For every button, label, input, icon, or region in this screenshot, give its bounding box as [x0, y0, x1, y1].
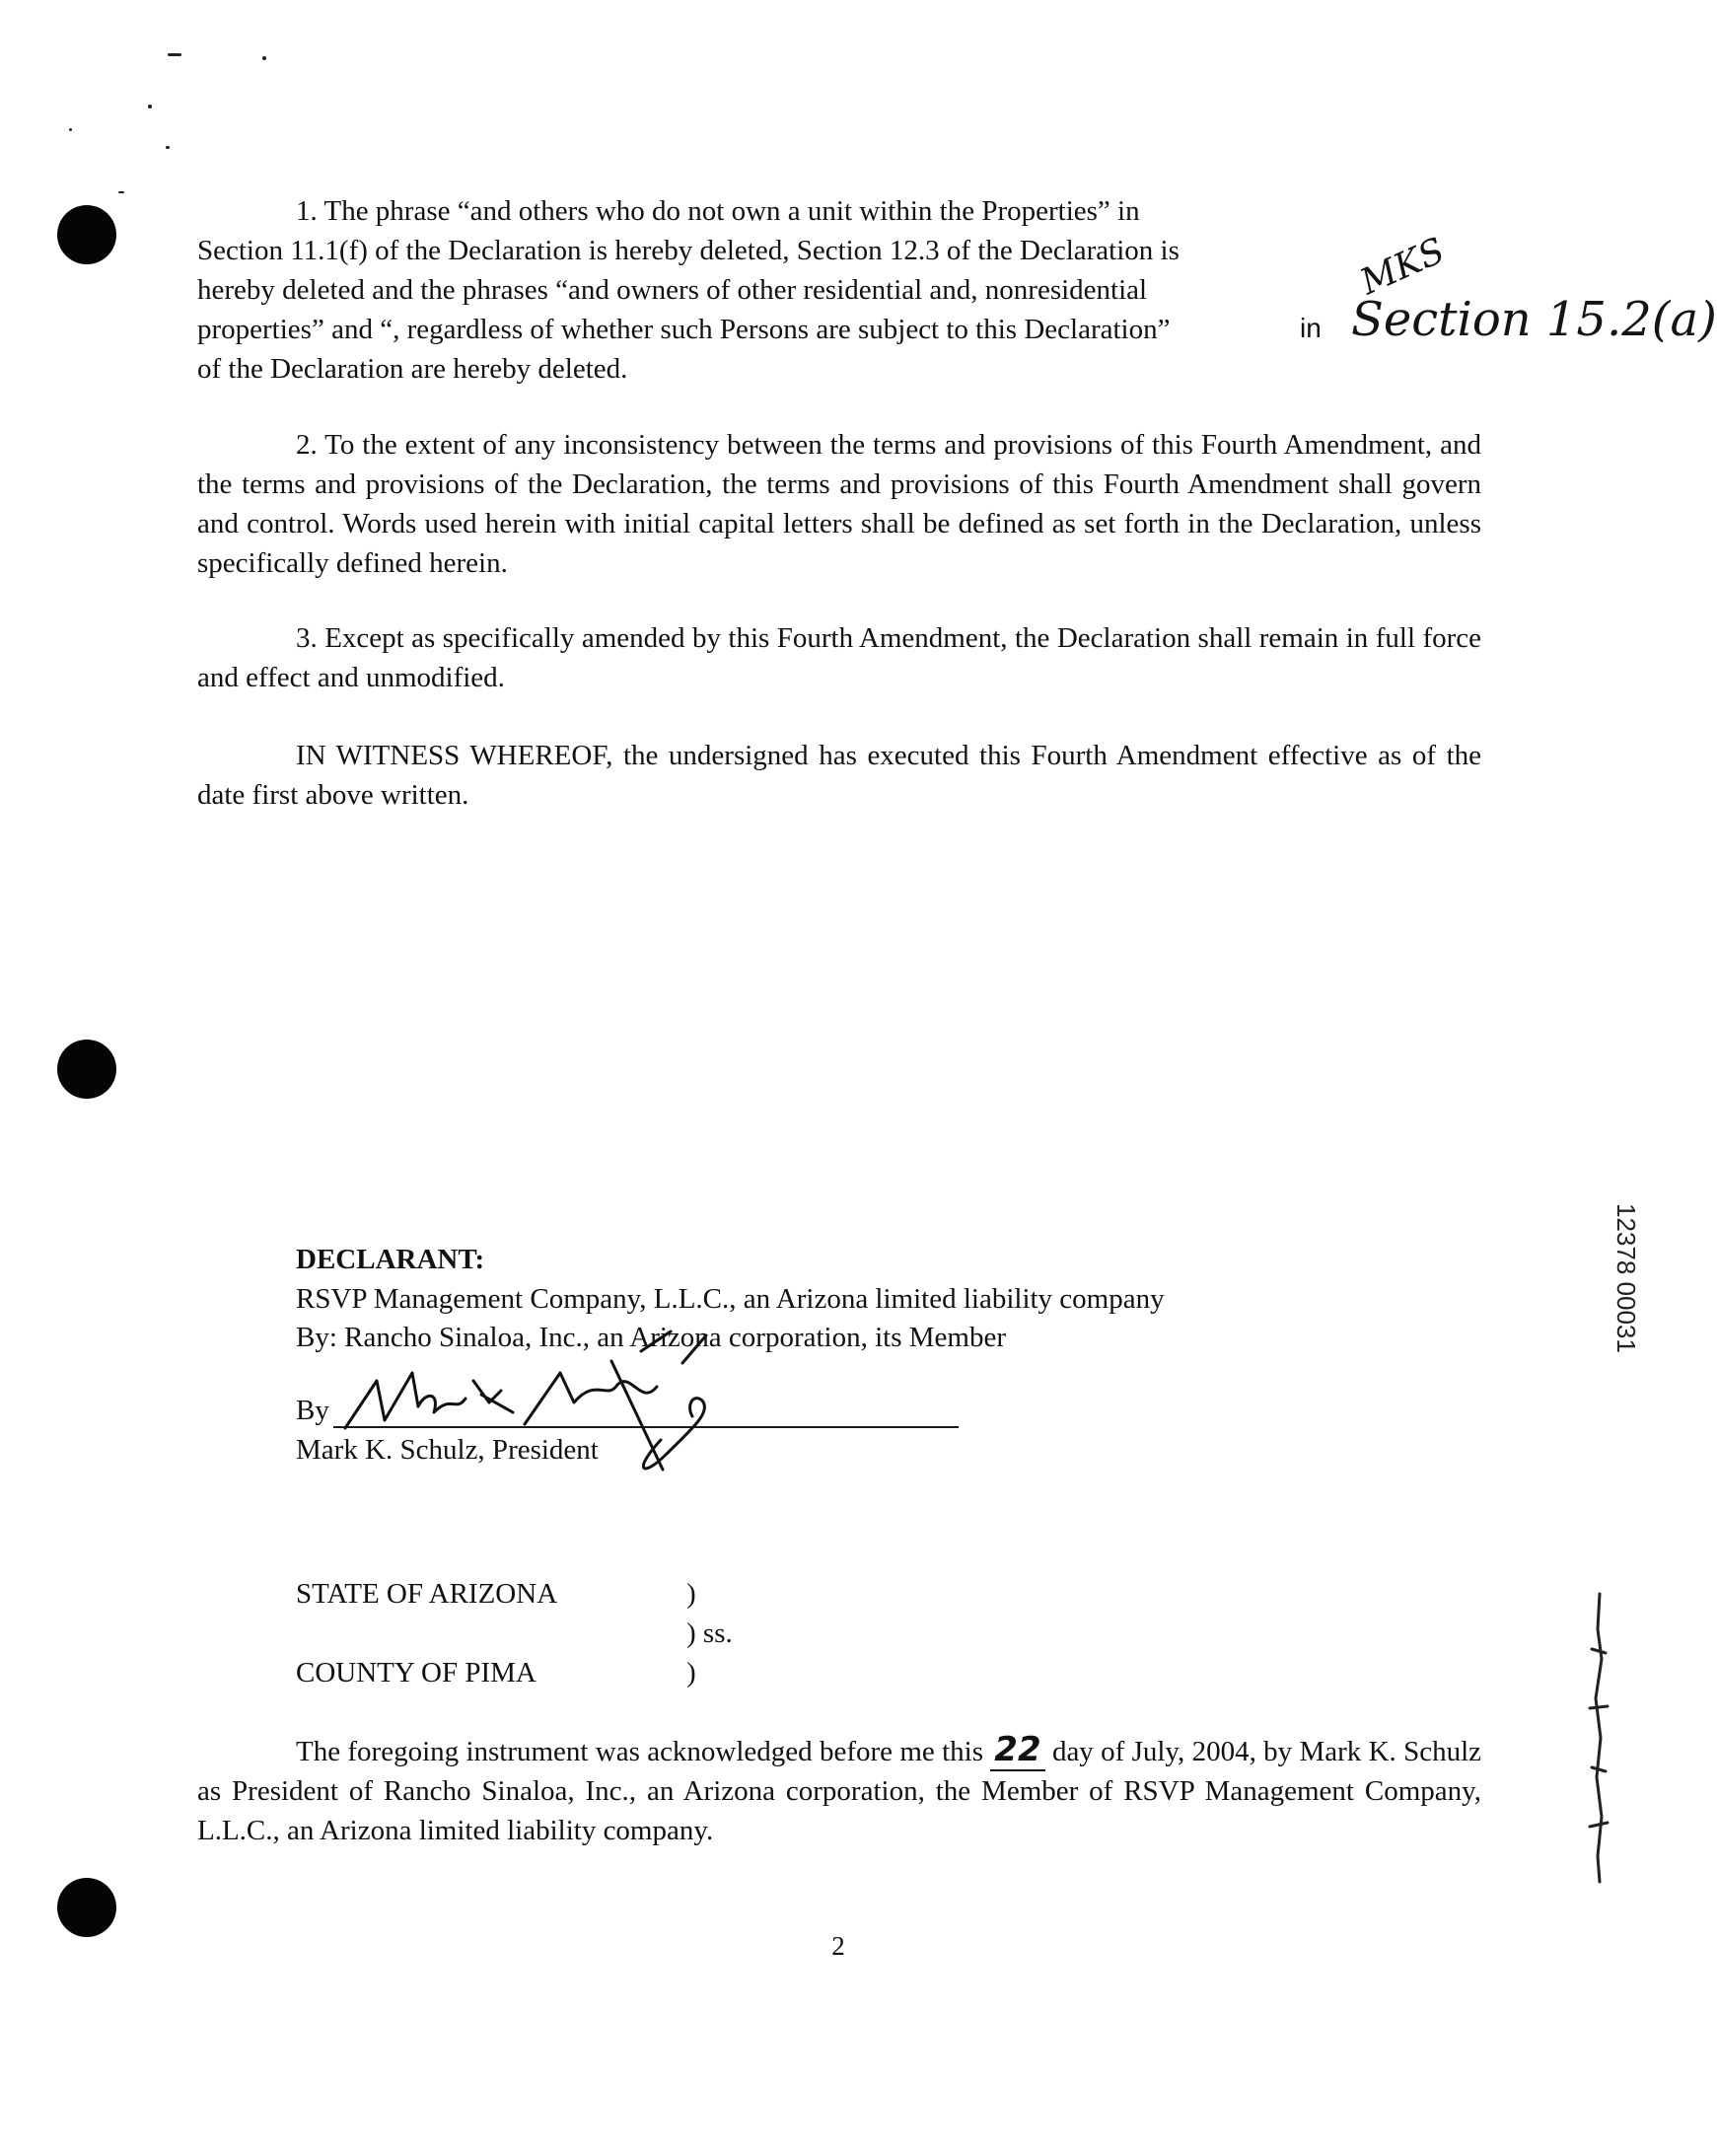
- county-label: COUNTY OF PIMA: [296, 1657, 537, 1689]
- page-number: 2: [831, 1931, 845, 1961]
- scan-speck: [166, 146, 170, 149]
- by-label: By: [296, 1395, 329, 1426]
- scan-speck: [262, 56, 266, 60]
- margin-stamp-mark: [1578, 1590, 1617, 1886]
- declarant-company: RSVP Management Company, L.L.C., an Arizona limited liability company: [296, 1283, 1165, 1315]
- witness-body: of the date first above written.: [197, 740, 1481, 811]
- paragraph-1-lead: 1. The phrase “and others who do not own a unit within the Properties” in: [296, 195, 1140, 227]
- witness-paragraph: [197, 736, 1481, 815]
- paragraph-1-line-5: of the Declaration are hereby deleted.: [197, 353, 628, 385]
- paragraph-1: [197, 191, 1292, 389]
- venue-ss: ) ss.: [686, 1617, 733, 1649]
- paragraph-3: [197, 618, 1481, 697]
- paragraph-1-line-4: properties” and “, regardless of whether such Persons are subject to this Declaration”: [197, 314, 1171, 345]
- paragraph-3-lead: 3. Except as specifically amended by this Fourth Amendment, the Declaration shall remain: [296, 622, 1339, 654]
- punch-hole-top: [57, 205, 116, 264]
- paragraph-2-lead: 2. To the extent of any inconsistency between the terms and provisions of this Fourth: [296, 429, 1278, 461]
- signer-name: Mark K. Schulz, President: [296, 1434, 599, 1466]
- scan-speck: [168, 53, 181, 56]
- handwritten-section-note: Section 15.2(a): [1351, 292, 1717, 347]
- acknowledgement-paragraph: [197, 1730, 1481, 1850]
- punch-hole-bottom: [57, 1878, 116, 1937]
- scan-speck: [118, 191, 124, 193]
- witness-lead: IN WITNESS WHEREOF, the undersigned has executed this Fourth Amendment effective as: [296, 740, 1402, 771]
- punch-hole-middle: [57, 1040, 116, 1099]
- scan-speck: [148, 105, 152, 108]
- declarant-heading: DECLARANT:: [296, 1244, 485, 1275]
- paragraph-2: [197, 425, 1481, 583]
- acknowledgement-body: K. Schulz as President of Rancho Sinaloa, Inc., an Arizona corporation, the Member of RSVP Management Company, L.L.C., an Arizona limited liability company.: [197, 1736, 1482, 1846]
- declarant-member: By: Rancho Sinaloa, Inc., an Arizona corporation, its Member: [296, 1322, 1006, 1353]
- acknowledgement-lead: The foregoing instrument was acknowledged before me this: [296, 1736, 983, 1767]
- recording-number: 12378 00031: [1611, 1203, 1641, 1353]
- handwritten-initials: MKS: [1354, 230, 1451, 304]
- paragraph-1-line-2: Section 11.1(f) of the Declaration is hereby deleted, Section 12.3 of the Declaration is: [197, 235, 1180, 266]
- signature-scribble: [316, 1322, 789, 1479]
- venue-paren-1: ): [686, 1578, 696, 1610]
- paragraph-3-body: in full force and effect and unmodified.: [197, 622, 1482, 693]
- annotation-in: in: [1300, 313, 1322, 343]
- state-label: STATE OF ARIZONA: [296, 1578, 558, 1610]
- venue-paren-3: ): [686, 1657, 696, 1689]
- paragraph-2-body: Amendment, and the terms and provisions of the Declaration, the terms and provisions of this Fourth Amendment shall govern and control. Words used herein with initial capital letters shall be defined as set forth in the Declaration, unless specifically defined herein.: [197, 429, 1481, 579]
- paragraph-1-line-3: hereby deleted and the phrases “and owners of other residential and, nonresidential: [197, 274, 1148, 306]
- acknowledgement-day: 22: [990, 1730, 1044, 1771]
- acknowledgement-month: day of July, 2004, by Mark: [1051, 1736, 1362, 1767]
- scan-speck: [69, 128, 72, 131]
